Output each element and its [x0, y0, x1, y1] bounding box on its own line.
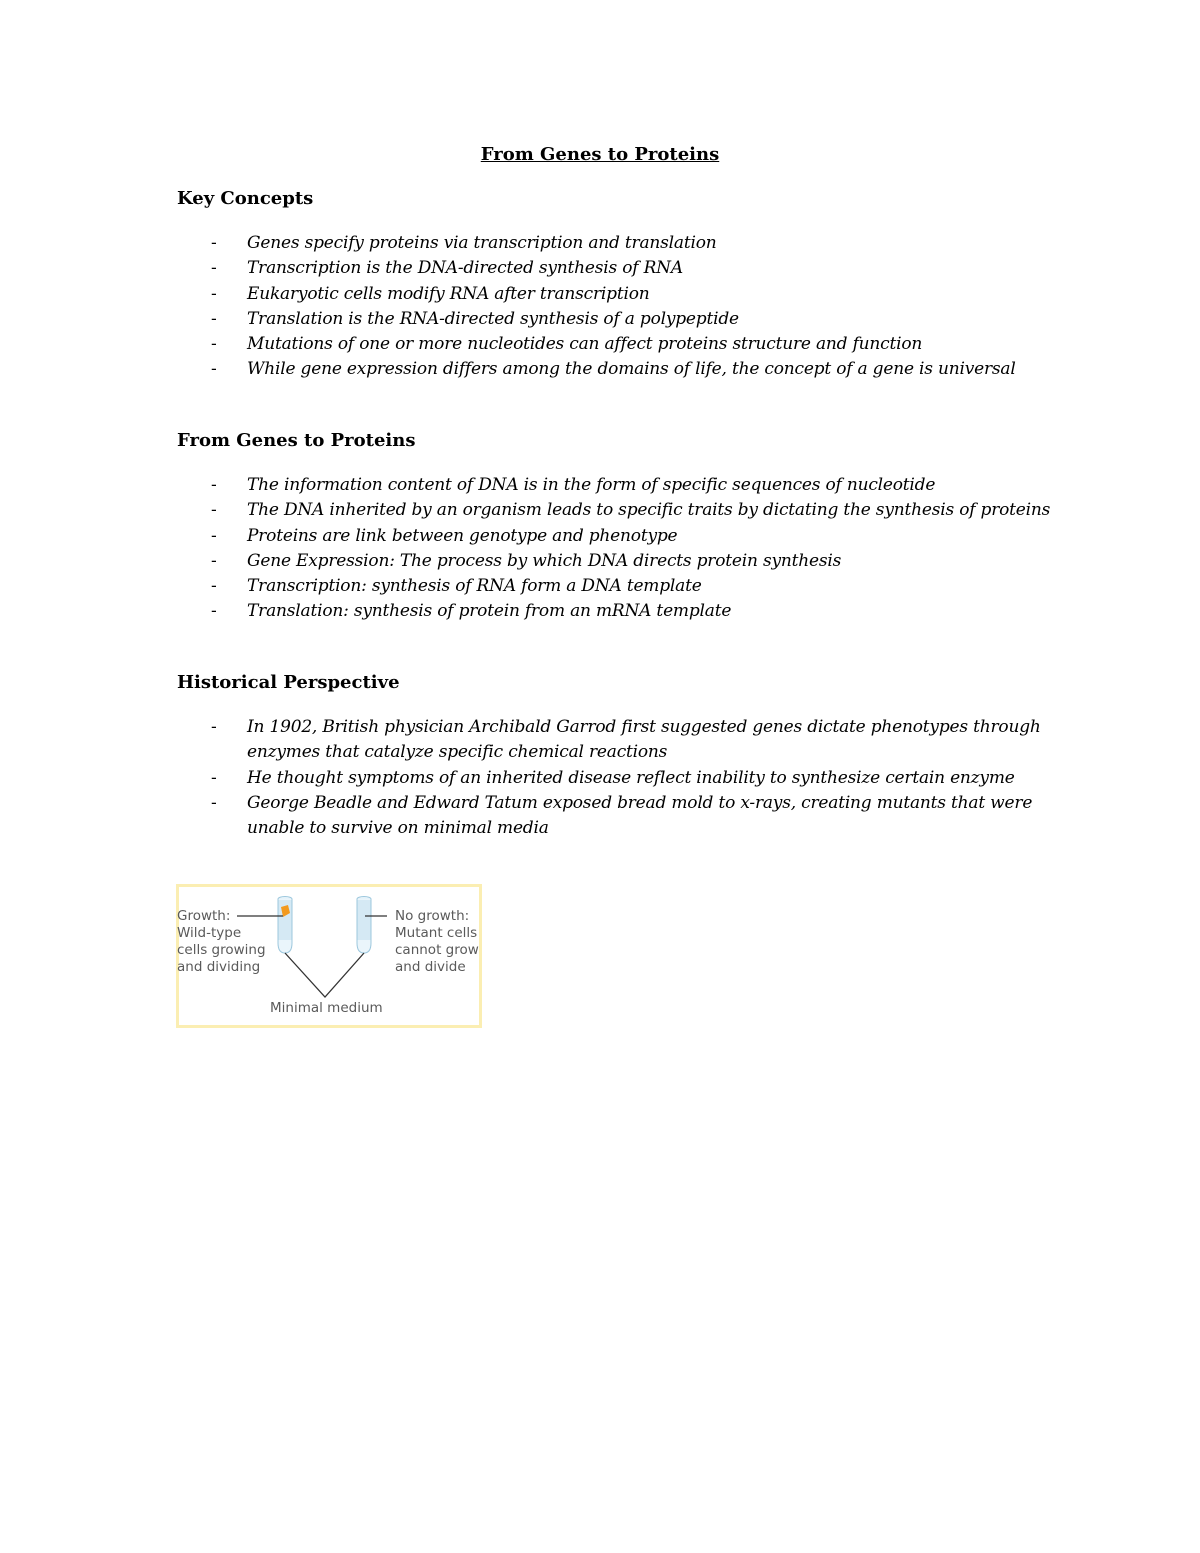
list-item: [177, 256, 1057, 281]
bullet-dash: -: [211, 525, 217, 546]
list-item-text: The DNA inherited by an organism leads to specific traits by dictating the synthesis of proteins: [247, 500, 1051, 521]
bullet-dash: -: [211, 258, 217, 279]
list-item-text: Eukaryotic cells modify RNA after transcription: [247, 283, 650, 304]
list-item: [177, 473, 1057, 498]
section-key-concepts: [177, 186, 1057, 383]
list-item-text: Translation: synthesis of protein from an mRNA template: [247, 601, 732, 622]
list-item-text: Transcription is the DNA-directed synthesis of RNA: [247, 258, 683, 279]
list-item-text: Transcription: synthesis of RNA form a DNA template: [247, 576, 702, 597]
list-item: [177, 498, 1057, 523]
bullet-list: [177, 715, 1057, 841]
bullet-dash: -: [211, 500, 217, 521]
wild-type-test-tube: [278, 897, 292, 954]
bullet-dash: -: [211, 283, 217, 304]
bullet-list: [177, 231, 1057, 383]
section-genes-to-proteins: [177, 428, 1057, 625]
minimal-medium-label: Minimal medium: [270, 1000, 383, 1016]
bullet-dash: -: [211, 334, 217, 355]
section-heading: Key Concepts: [177, 188, 314, 209]
list-item-text: In 1902, British physician Archibald Garrod first suggested genes dictate phenotypes through enzymes that catalyze specific chemical reactions: [247, 717, 1041, 763]
list-item: [177, 357, 1057, 382]
section-heading: From Genes to Proteins: [177, 430, 416, 451]
list-item-text: The information content of DNA is in the form of specific sequences of nucleotide: [247, 475, 936, 495]
list-item-text: George Beadle and Edward Tatum exposed bread mold to x-rays, creating mutants that were unable to survive on minimal media: [247, 792, 1033, 839]
growth-label: Growth: Wild-type cells growing and dividing: [177, 908, 266, 975]
list-item: [177, 524, 1057, 549]
bullet-dash: -: [211, 601, 217, 622]
list-item-text: Translation is the RNA-directed synthesis of a polypeptide: [247, 308, 739, 329]
list-item-text: He thought symptoms of an inherited disease reflect inability to synthesize certain enzyme: [247, 767, 1015, 788]
list-item: [177, 599, 1057, 624]
bullet-dash: -: [211, 717, 217, 737]
document-title: From Genes to Proteins: [480, 144, 720, 165]
growth-medium-figure: [176, 884, 482, 1028]
list-item-text: Proteins are link between genotype and phenotype: [247, 525, 678, 546]
bullet-dash: -: [211, 767, 217, 788]
bullet-dash: -: [211, 576, 217, 597]
section-heading: Historical Perspective: [177, 672, 400, 693]
no-growth-label: No growth: Mutant cells cannot grow and divide: [395, 908, 479, 975]
bullet-dash: -: [211, 359, 217, 380]
list-item-text: Mutations of one or more nucleotides can affect proteins structure and function: [247, 334, 923, 355]
bullet-list: [177, 473, 1057, 625]
list-item: [177, 574, 1057, 599]
section-historical-perspective: [177, 670, 1057, 841]
list-item: [177, 715, 1057, 766]
list-item: [177, 549, 1057, 574]
list-item-text: While gene expression differs among the domains of life, the concept of a gene is universal: [247, 359, 1016, 380]
list-item-text: Genes specify proteins via transcription and translation: [247, 233, 717, 253]
bullet-dash: -: [211, 233, 217, 253]
list-item: [177, 791, 1057, 842]
list-item: [177, 231, 1057, 256]
bullet-dash: -: [211, 550, 217, 571]
bullet-dash: -: [211, 308, 217, 329]
bullet-dash: -: [211, 475, 217, 495]
list-item: [177, 282, 1057, 307]
list-item-text: Gene Expression: The process by which DNA directs protein synthesis: [247, 550, 842, 571]
list-item: [177, 766, 1057, 791]
list-item: [177, 307, 1057, 332]
mutant-test-tube: [357, 897, 371, 954]
medium-connector-lines: [285, 953, 364, 997]
list-item: [177, 332, 1057, 357]
bullet-dash: -: [211, 792, 217, 813]
